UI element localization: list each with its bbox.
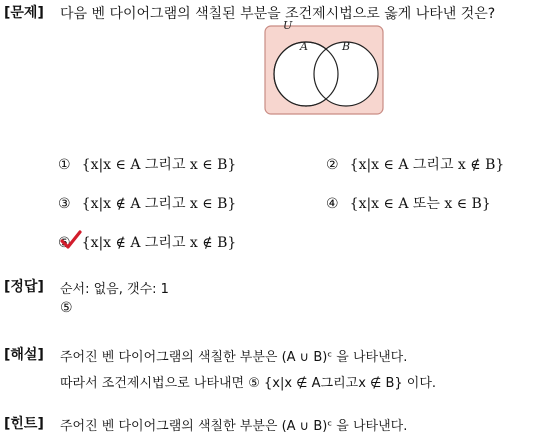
choice-4[interactable] bbox=[326, 193, 491, 213]
choice-3-marker: ③ bbox=[58, 196, 71, 212]
choice-1-text: {x|x ∈ A 그리고 x ∈ B} bbox=[81, 157, 237, 173]
choice-4-marker: ④ bbox=[326, 196, 339, 212]
question-label: [문제] bbox=[4, 5, 44, 21]
choice-2-text: {x|x ∈ A 그리고 x ∉ B} bbox=[349, 157, 505, 173]
explanation-line-2: 따라서 조건제시법으로 나타내면 ⑤ {x|x ∉ A그리고x ∉ B} 이다. bbox=[60, 376, 437, 391]
choice-1[interactable] bbox=[58, 154, 236, 174]
choice-4-text: {x|x ∈ A 또는 x ∈ B} bbox=[349, 196, 491, 212]
set-a-label: A bbox=[300, 40, 308, 53]
hint-label: [힌트] bbox=[4, 416, 44, 432]
choice-5-text: {x|x ∉ A 그리고 x ∉ B} bbox=[81, 235, 237, 251]
universe-label: U bbox=[283, 20, 293, 32]
question-text: 다음 벤 다이어그램의 색칠된 부분을 조건제시법으로 옳게 나타낸 것은? bbox=[60, 6, 496, 22]
choice-5[interactable] bbox=[58, 232, 236, 252]
hint-line-1: 주어진 벤 다이어그램의 색칠한 부분은 (A ∪ B)ᶜ 을 나타낸다. bbox=[60, 419, 408, 434]
venn-diagram bbox=[262, 20, 388, 116]
check-mark-icon bbox=[60, 230, 82, 250]
choice-3[interactable] bbox=[58, 193, 236, 213]
choice-5-marker: ⑤ bbox=[58, 235, 71, 251]
answer-info: 순서: 없음, 갯수: 1 bbox=[60, 282, 169, 297]
explanation-label: [해설] bbox=[4, 347, 44, 363]
choice-1-marker: ① bbox=[58, 157, 71, 173]
choice-2[interactable] bbox=[326, 154, 504, 174]
choice-3-text: {x|x ∉ A 그리고 x ∈ B} bbox=[81, 196, 237, 212]
answer-label: [정답] bbox=[4, 279, 44, 295]
set-b-label: B bbox=[342, 40, 351, 53]
choice-2-marker: ② bbox=[326, 157, 339, 173]
answer-value: ⑤ bbox=[60, 300, 73, 316]
explanation-line-1: 주어진 벤 다이어그램의 색칠한 부분은 (A ∪ B)ᶜ 을 나타낸다. bbox=[60, 350, 408, 365]
